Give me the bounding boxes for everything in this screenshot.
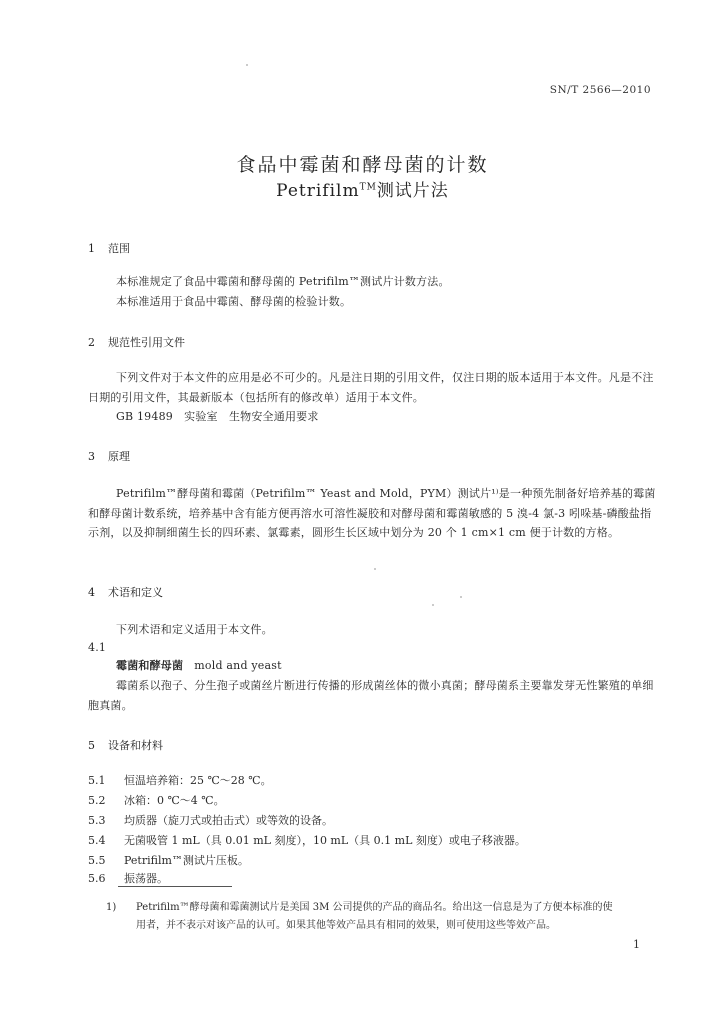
item-text: 振荡器。: [124, 872, 168, 885]
equipment-item: [88, 792, 225, 808]
section-4-heading: [88, 584, 163, 600]
section-2-heading: [88, 334, 185, 350]
footnote-separator: [118, 886, 232, 887]
item-number: 5.5: [88, 854, 106, 867]
section-title: 规范性引用文件: [108, 336, 185, 349]
section-1-heading: [88, 240, 130, 256]
scan-speck: [432, 604, 434, 606]
item-text: 无菌吸管 1 mL（具 0.01 mL 刻度），10 mL（具 0.1 mL 刻度）或电子移液器。: [124, 834, 526, 847]
section-number: 3: [88, 450, 95, 463]
section-title: 术语和定义: [108, 586, 163, 599]
item-text: 均质器（旋刀式或拍击式）或等效的设备。: [124, 814, 333, 827]
normative-reference: GB 19489 实验室 生物安全通用要求: [116, 410, 319, 423]
section-3-heading: [88, 448, 130, 464]
item-number: 5.4: [88, 834, 106, 847]
section-1-line-1: 本标准规定了食品中霉菌和酵母菌的 Petrifilm™测试片计数方法。: [116, 275, 450, 288]
term-chinese: 霉菌和酵母菌: [116, 659, 184, 672]
section-title: 范围: [108, 242, 130, 255]
equipment-item: [88, 870, 168, 886]
item-text: Petrifilm™测试片压板。: [124, 854, 249, 867]
subsection-number: 4.1: [88, 641, 107, 654]
scan-speck: [374, 568, 376, 570]
item-text: 冰箱：0 ℃～4 ℃。: [124, 794, 225, 807]
item-number: 5.1: [88, 774, 106, 787]
section-number: 2: [88, 336, 95, 349]
term-english: mold and yeast: [194, 659, 282, 672]
item-text: 恒温培养箱：25 ℃～28 ℃。: [124, 774, 272, 787]
section-number: 4: [88, 586, 95, 599]
footnote-mark: 1): [106, 902, 117, 913]
section-number: 1: [88, 242, 95, 255]
equipment-item: [88, 832, 526, 848]
subtitle-prefix: Petrifilm: [276, 181, 360, 201]
section-title: 设备和材料: [108, 739, 163, 752]
footnote: [106, 899, 661, 935]
section-4-intro: 下列术语和定义适用于本文件。: [116, 623, 273, 636]
equipment-item: [88, 852, 249, 868]
standard-code: SN/T 2566—2010: [549, 84, 651, 96]
equipment-item: [88, 812, 333, 828]
scan-speck: [460, 596, 462, 598]
subtitle-tm: TM: [359, 182, 377, 193]
scan-speck: [246, 64, 248, 66]
equipment-item: [88, 772, 272, 788]
footnote-line-1: Petrifilm™酵母菌和霉菌测试片是美国 3M 公司提供的产品的商品名。给出这一信息是为了方便本标准的使: [136, 902, 613, 913]
term-entry: [88, 656, 656, 676]
term-definition: 霉菌系以孢子、分生孢子或菌丝片断进行传播的形成菌丝体的微小真菌；酵母菌系主要靠发芽无性繁殖的单细胞真菌。: [88, 679, 654, 712]
section-number: 5: [88, 739, 95, 752]
section-5-heading: [88, 737, 163, 753]
document-subtitle: [0, 176, 725, 201]
section-title: 原理: [108, 450, 130, 463]
item-number: 5.6: [88, 872, 106, 885]
item-number: 5.2: [88, 794, 106, 807]
section-3-paragraph: Petrifilm™酵母菌和霉菌（Petrifilm™ Yeast and Mold，PYM）测试片¹⁾是一种预先制备好培养基的霉菌和酵母菌计数系统，培养基中含有能方便再溶水可溶性凝胶和对酵母菌和霉菌敏感的 5 溴-4 氯-3 吲哚基-磷酸盐指示剂，以及抑制细菌生长的四环素、氯霉素，圆形生长区域中划分为 20 个 1 cm×1 cm 便于计数的方格。: [88, 487, 656, 539]
footnote-line-2: 用者，并不表示对该产品的认可。如果其他等效产品具有相同的效果，则可使用这些等效产品。: [136, 920, 556, 931]
section-2-paragraph: 下列文件对于本文件的应用是必不可少的。凡是注日期的引用文件，仅注日期的版本适用于本文件。凡是不注日期的引用文件，其最新版本（包括所有的修改单）适用于本文件。: [88, 371, 654, 404]
document-title: 食品中霉菌和酵母菌的计数: [236, 154, 489, 176]
section-1-line-2: 本标准适用于食品中霉菌、酵母菌的检验计数。: [116, 295, 352, 308]
page-number: 1: [633, 938, 640, 951]
subtitle-suffix: 测试片法: [376, 181, 449, 201]
item-number: 5.3: [88, 814, 106, 827]
